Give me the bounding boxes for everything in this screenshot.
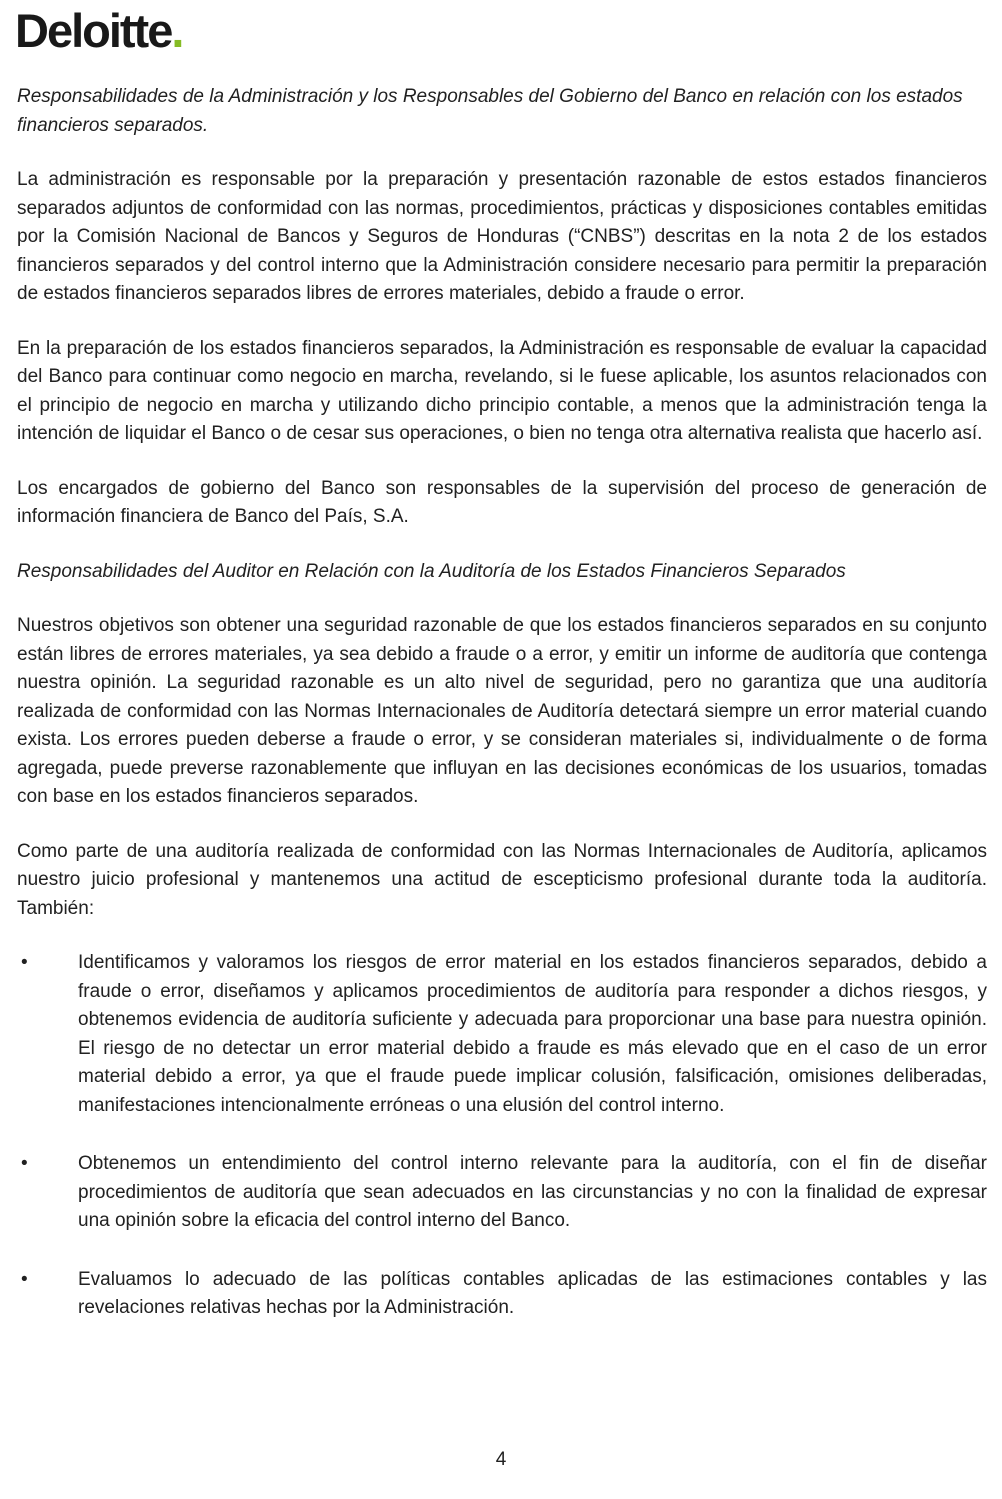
bullet-item-internal-control [17, 1150, 987, 1236]
bullet-icon: • [21, 952, 28, 974]
page-footer [0, 1449, 1002, 1471]
bullet-text-internal-control: Obtenemos un entendimiento del control interno relevante para la auditoría, con el fin de diseñar procedimientos de auditoría que sean adecuados en las circunstancias y no con la finalidad de expresar una opinión sobre la eficacia del control interno del Banco. [78, 1153, 987, 1232]
heading-auditor-responsibilities: Responsabilidades del Auditor en Relación con la Auditoría de los Estados Financieros Separados [17, 560, 846, 582]
deloitte-logo [0, 0, 1002, 55]
bullet-item-accounting-policies [17, 1266, 987, 1323]
bullet-icon: • [21, 1268, 28, 1290]
page-header [0, 0, 1002, 55]
heading-admin-responsibilities: Responsabilidades de la Administración y los Responsables del Gobierno del Banco en relación con los estados financieros separados. [17, 86, 963, 136]
paragraph-admin-preparation: La administración es responsable por la preparación y presentación razonable de estos estados financieros separados adjuntos de conformidad con las normas, procedimientos, prácticas y disposiciones contables emitidas por la Comisión Nacional de Bancos y Seguros de Honduras (“CNBS”) descritas en la nota 2 de los estados financieros separados y del control interno que la Administración considere necesario para permitir la preparación de estados financieros separados libres de errores materiales, debido a fraude o error. [17, 169, 987, 305]
page-number: 4 [495, 1449, 507, 1470]
paragraph-professional-judgment: Como parte de una auditoría realizada de conformidad con las Normas Internacionales de Auditoría, aplicamos nuestro juicio profesional y mantenemos una actitud de escepticismo profesional durante toda la auditoría. También: [17, 840, 987, 919]
bullet-icon: • [21, 1153, 28, 1175]
logo-green-dot-icon: . [171, 4, 185, 57]
logo-text: Deloitte [15, 4, 172, 57]
bullet-text-accounting-policies: Evaluamos lo adecuado de las políticas contables aplicadas de las estimaciones contables y las revelaciones relativas hechas por la Administración. [78, 1268, 987, 1319]
bullet-item-risk-identification [17, 949, 987, 1120]
document-body [0, 55, 1002, 1323]
paragraph-governance-supervision: Los encargados de gobierno del Banco son responsables de la supervisión del proceso de generación de información financiera de Banco del País, S.A. [17, 477, 987, 528]
paragraph-going-concern: En la preparación de los estados financieros separados, la Administración es responsable de evaluar la capacidad del Banco para continuar como negocio en marcha, revelando, si le fuese aplicable, los asuntos relacionados con el principio de negocio en marcha y utilizando dicho principio contable, a menos que la administración tenga la intención de liquidar el Banco o de cesar sus operaciones, o bien no tenga otra alternativa realista que hacerlo así. [17, 337, 987, 445]
paragraph-audit-objectives: Nuestros objetivos son obtener una seguridad razonable de que los estados financieros separados en su conjunto están libres de errores materiales, ya sea debido a fraude o a error, y emitir un informe de auditoría que contenga nuestra opinión. La seguridad razonable es un alto nivel de seguridad, pero no garantiza que una auditoría realizada de conformidad con las Normas Internacionales de Auditoría detectará siempre un error material cuando exista. Los errores pueden deberse a fraude o error, y se consideran materiales si, individualmente o de forma agregada, puede preverse razonablemente que influyan en las decisiones económicas de los usuarios, tomadas con base en los estados financieros separados. [17, 615, 987, 808]
bullet-text-risk-identification: Identificamos y valoramos los riesgos de error material en los estados financieros separados, debido a fraude o error, diseñamos y aplicamos procedimientos de auditoría para responder a dichos riesgos, y obtenemos evidencia de auditoría suficiente y adecuada para proporcionar una base para nuestra opinión. El riesgo de no detectar un error material debido a fraude es más elevado que en el caso de un error material debido a error, ya que el fraude puede implicar colusión, falsificación, omisiones deliberadas, manifestaciones intencionalmente erróneas o una elusión del control interno. [78, 952, 987, 1116]
